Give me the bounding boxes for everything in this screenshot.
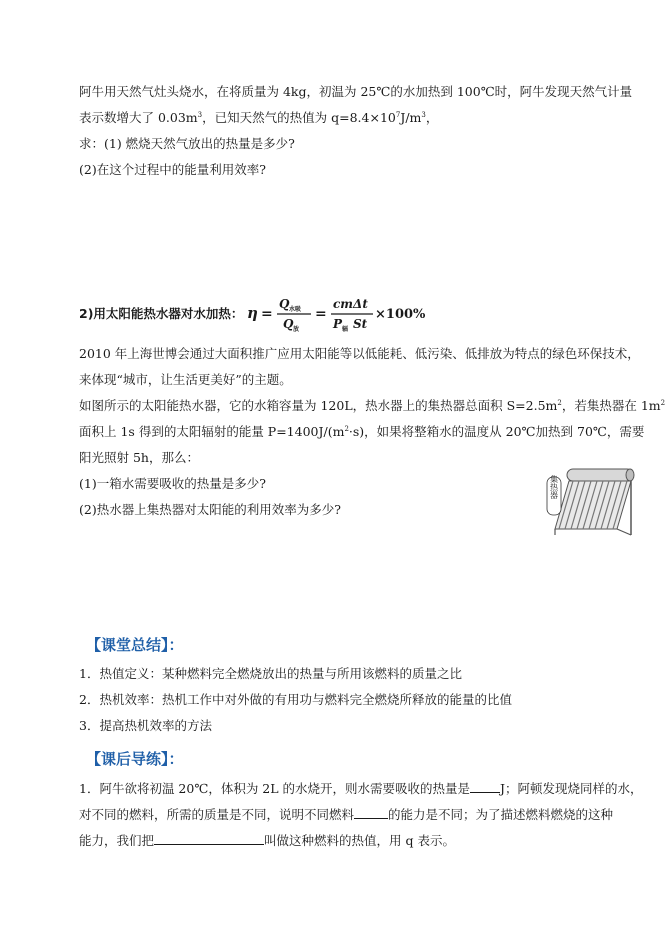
homework-heading: 【课后导练】：: [86, 750, 184, 768]
answer-blank-1[interactable]: [470, 780, 500, 793]
heater-label: 集热器: [549, 475, 559, 499]
problem1-question2: (2)在这个过程中的能量利用效率?: [79, 162, 266, 177]
formula-q-denominator: Q: [283, 317, 294, 331]
formula-eta: η: [247, 304, 259, 322]
formula-c-denominator-sub: 辐: [342, 326, 349, 333]
svg-text:=: =: [315, 306, 328, 322]
problem2-para-line3: 如图所示的太阳能热水器，它的水箱容量为 120L，热水器上的集热器总面积 $S=2.5m^2$，若集热器在 $1m^2$: [79, 398, 665, 413]
formula-expression: [245, 293, 426, 333]
summary-item-2: 2．热机效率：热机工作中对外做的有用功与燃料完全燃烧所释放的能量的比值: [79, 692, 512, 707]
formula-c-numerator: cmΔt: [333, 297, 369, 311]
problem1-line1: 阿牛用天然气灶头烧水，在将质量为 4kg，初温为 25℃的水加热到 100℃时，阿牛发现天然气计量: [79, 84, 633, 99]
formula-c-denominator: P: [333, 317, 343, 331]
formula-q-denominator-sub: 放: [293, 326, 300, 333]
problem2-para-line5: 阳光照射 5h，那么：: [79, 450, 199, 465]
problem1-line2: 表示数增大了 $0.03m^3$，已知天然气的热值为 $q=8.4\times 10^7J/m^3$，: [79, 110, 439, 125]
problem2-question2: (2)热水器上集热器对太阳能的利用效率为多少?: [79, 502, 341, 517]
summary-item-1: 1．热值定义：某种燃料完全燃烧放出的热量与所用该燃料的质量之比: [79, 666, 462, 681]
answer-blank-3[interactable]: [154, 832, 264, 845]
formula-q-numerator: Q: [279, 297, 290, 311]
svg-text:=: =: [261, 306, 274, 322]
solar-water-heater-image: [545, 463, 638, 543]
summary-item-3: 3．提高热机效率的方法: [79, 718, 212, 733]
problem2-question1: (1)一箱水需要吸收的热量是多少?: [79, 476, 266, 491]
problem2-para-line4: 面积上 1s 得到的太阳辐射的能量 $P=1400J/(m^2\cdot s)$，如果将整箱水的温度从 20℃加热到 70℃，需要: [79, 424, 645, 439]
formula-c-denominator-rest: St: [353, 317, 368, 331]
answer-blank-2[interactable]: [354, 806, 388, 819]
problem2-para-line1: 2010 年上海世博会通过大面积推广应用太阳能等以低能耗、低污染、低排放为特点的绿色环保技术，: [79, 346, 640, 361]
homework-line3: 能力，我们把 叫做这种燃料的热值，用 q 表示。: [79, 833, 455, 848]
homework-line2: 对不同的燃料，所需的质量是不同，说明不同燃料 的能力是不同；为了描述燃料燃烧的这种: [79, 807, 614, 822]
efficiency-formula: [79, 293, 426, 333]
homework-line1: 1．阿牛欲将初温 20℃，体积为 2L 的水烧开，则水需要吸收的热量是 J；阿顿发现烧同样的水，: [79, 781, 643, 796]
summary-heading: 【课堂总结】：: [86, 636, 184, 654]
problem1-question1: 求：(1) 燃烧天然气放出的热量是多少?: [79, 136, 295, 151]
problem2-para-line2: 来体现“城市，让生活更美好”的主题。: [79, 372, 292, 387]
formula-q-numerator-sub: 水吸: [289, 306, 302, 313]
formula-label: 2)用太阳能热水器对水加热：: [79, 306, 244, 321]
formula-percent: ×100%: [375, 307, 426, 322]
